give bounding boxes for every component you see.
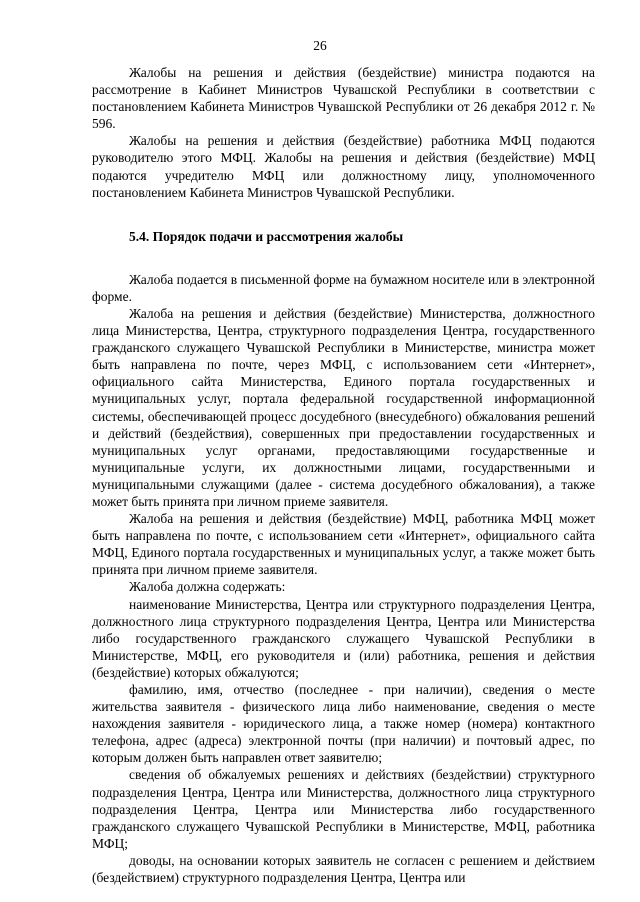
page-number: 26 xyxy=(313,38,327,53)
list-item: доводы, на основании которых заявитель не согласен с решением и действием (бездействием) структурного подразделения Центра, Центра или xyxy=(92,852,595,886)
paragraph: Жалобы на решения и действия (бездействие) министра подаются на рассмотрение в Кабинет Министров Чувашской Республики в соответствии с постановлением Кабинета Министров Чувашской Республики от 26 декабря 2012 г. № 596. xyxy=(92,65,595,132)
paragraph: Жалоба подается в письменной форме на бумажном носителе или в электронной форме. xyxy=(92,271,595,304)
paragraph: Жалобы на решения и действия (бездействие) работника МФЦ подаются руководителю этого МФЦ. Жалобы на решения и действия (бездействие) МФЦ подаются учредителю МФЦ или должностному лицу, уполномоченного постановлением Кабинета Министров Чувашской Республики. xyxy=(92,133,595,200)
paragraph: Жалоба на решения и действия (бездействие) МФЦ, работника МФЦ может быть направлена по почте, с использованием сети «Интернет», официального сайта МФЦ, Единого портала государственных и муниципальных услуг, а также может быть принята при личном приеме заявителя. xyxy=(92,511,595,578)
section-heading: 5.4. Порядок подачи и рассмотрения жалобы xyxy=(129,228,404,244)
paragraph: Жалоба должна содержать: xyxy=(129,579,286,595)
paragraph: Жалоба на решения и действия (бездействие) Министерства, должностного лица Министерства, Центра, структурного подразделения Центра, государственного гражданского служащего Чувашской Республики в Министерстве, министра может быть направлена по почте, через МФЦ, с использованием сети «Интернет», официального сайта Министерства, Единого портала государственных и муниципальных услуг, портала федеральной государственной информационной системы, обеспечивающей процесс досудебного (внесудебного) обжалования решений и действий (бездействия), совершенных при предоставлении государственных и муниципальных услуг органами, предоставляющими государственные и муниципальные услуги, их должностными лицами, государственными и муниципальными служащими (далее - система досудебного обжалования), а также может быть принята при личном приеме заявителя. xyxy=(92,305,595,509)
list-item: сведения об обжалуемых решениях и действиях (бездействии) структурного подразделения Центра, Центра или Министерства, должностного лица структурного подразделения Центра, Центра или Министерства либо государственного гражданского служащего Чувашской Республики в Министерстве, МФЦ, работника МФЦ; xyxy=(92,767,595,851)
list-item: фамилию, имя, отчество (последнее - при наличии), сведения о месте жительства заявителя - физического лица либо наименование, сведения о месте нахождения заявителя - юридического лица, а также номер (номера) контактного телефона, адрес (адреса) электронной почты (при наличии) и почтовый адрес, по которым должен быть направлен ответ заявителю; xyxy=(92,682,595,766)
list-item: наименование Министерства, Центра или структурного подразделения Центра, должностного лица структурного подразделения Центра, Центра или Министерства либо государственного гражданского служащего Чувашской Республики в Министерстве, МФЦ, его руководителя и (или) работника, решения и действия (бездействие) которых обжалуются; xyxy=(92,596,595,680)
document-body xyxy=(92,64,595,886)
